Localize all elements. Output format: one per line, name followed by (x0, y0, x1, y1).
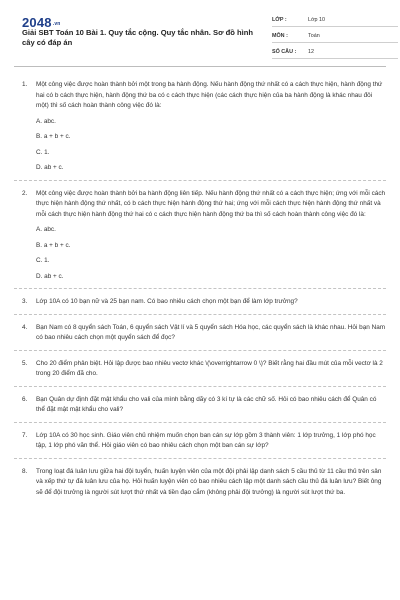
question-item (14, 323, 386, 344)
question-number: 4. (22, 323, 28, 331)
question-number: 8. (22, 467, 28, 475)
logo-main: 2048 (22, 15, 52, 30)
question-divider (14, 314, 386, 315)
question-number: 2. (22, 189, 28, 197)
question-divider (14, 350, 386, 351)
answer-option: A. abc. (36, 226, 56, 233)
question-number: 5. (22, 359, 28, 367)
meta-value: 12 (308, 49, 314, 55)
document-title: Giải SBT Toán 10 Bài 1. Quy tắc cộng. Quy tắc nhân. Sơ đồ hình cây có đáp án (22, 28, 253, 47)
question-item (14, 467, 386, 499)
answer-option: D. ab + c. (36, 272, 64, 280)
meta-row-class (272, 14, 398, 27)
meta-row-count (272, 46, 398, 59)
question-text: Lớp 10A có 30 học sinh. Giáo viên chủ nhiệm muốn chọn ban cán sự lớp gồm 3 thành viên: 1 lớp trưởng, 1 lớp phó học tập, 1 lớp phó văn thể. Hỏi giáo viên có bao nhiêu cách chọn một ban cán sự lớp? (36, 431, 376, 449)
meta-value: Lớp 10 (308, 17, 326, 23)
question-text: Một công việc được hoàn thành bởi một trong ba hành động. Nếu hành động thứ nhất có a cách thực hiện, hành động thứ hai có b cách thực hiện, hành động thứ ba có c cách thực hiện (các cách thực hiện của ba hành động là khác nhau đôi một) thì số cách hoàn thành công việc đó là: (36, 81, 383, 109)
logo-tld: .vn (52, 20, 61, 27)
question-number: 7. (22, 431, 28, 439)
question-divider (14, 386, 386, 387)
question-text: Lớp 10A có 10 bạn nữ và 25 bạn nam. Có bao nhiêu cách chọn một bạn để làm lớp trưởng? (36, 298, 298, 305)
question-item (14, 431, 386, 452)
document-meta (272, 14, 398, 62)
question-divider (14, 422, 386, 423)
question-text: Trong loạt đá luân lưu giữa hai đội tuyển, huấn luyện viên của một đội phải lập danh sách 5 cầu thủ từ 11 cầu thủ trên sân và xếp thứ tự đá luân lưu của họ. Hỏi huấn luyện viên có bao nhiêu cách lập một danh sách cầu thủ đá luân lưu? Biết ông sẽ để đội trưởng là người sút lượt thứ nhất và tiền đạo cắm (không phải đội trưởng) là người sút lượt thứ ba. (36, 467, 382, 496)
meta-row-subject (272, 30, 398, 43)
question-number: 1. (22, 81, 28, 88)
meta-key: MÔN : (272, 33, 288, 39)
question-divider (14, 458, 386, 459)
question-divider (14, 288, 386, 289)
question-text: Cho 20 điểm phân biệt. Hỏi lập được bao nhiêu vectơ khác \(\overrightarrow 0 \)? Biết rằng hai đầu mút của mỗi vectơ là 2 trong 20 điểm đã cho. (36, 359, 383, 377)
question-item (14, 395, 386, 416)
answer-option: B. a + b + c. (36, 133, 71, 140)
question-item (14, 80, 386, 174)
question-text: Một công việc được hoàn thành bởi ba hành động liên tiếp. Nếu hành động thứ nhất có a cách thực hiện; ứng với mỗi cách thực hiện hành động thứ nhất, có b cách thực hiện hành động thứ hai; ứng với mỗi cách thực hiện hành động thứ nhất và mỗi cách thực hiện hành động thứ hai có c cách thực hiện hành động thứ ba thì số cách hoàn thành công việc đó là: (36, 189, 386, 218)
question-item (14, 359, 386, 380)
question-item (14, 189, 386, 283)
question-item (14, 297, 386, 308)
answer-option: C. 1. (36, 148, 50, 156)
meta-key: SỐ CÂU : (272, 49, 297, 55)
question-text: Bạn Quân dự định đặt mật khẩu cho vali của mình bằng dãy có 3 kí tự là các chữ số. Hỏi có bao nhiêu cách để Quân có thể đặt mật mật khẩu cho vali? (36, 395, 377, 413)
meta-key: LỚP : (272, 17, 287, 23)
question-number: 3. (22, 298, 28, 305)
meta-value: Toán (308, 33, 320, 39)
answer-option: D. ab + c. (36, 164, 64, 171)
question-text: Bạn Nam có 8 quyển sách Toán, 6 quyển sách Vật lí và 5 quyển sách Hóa học, các quyển sách là khác nhau. Hỏi bạn Nam có bao nhiêu cách chọn một quyển sách để đọc? (36, 323, 386, 341)
question-number: 6. (22, 395, 28, 403)
answer-option: A. abc. (36, 117, 56, 125)
question-divider (14, 180, 386, 181)
answer-option: B. a + b + c. (36, 241, 71, 249)
answer-option: C. 1. (36, 257, 50, 264)
document-header (14, 0, 386, 67)
question-list (14, 80, 386, 498)
